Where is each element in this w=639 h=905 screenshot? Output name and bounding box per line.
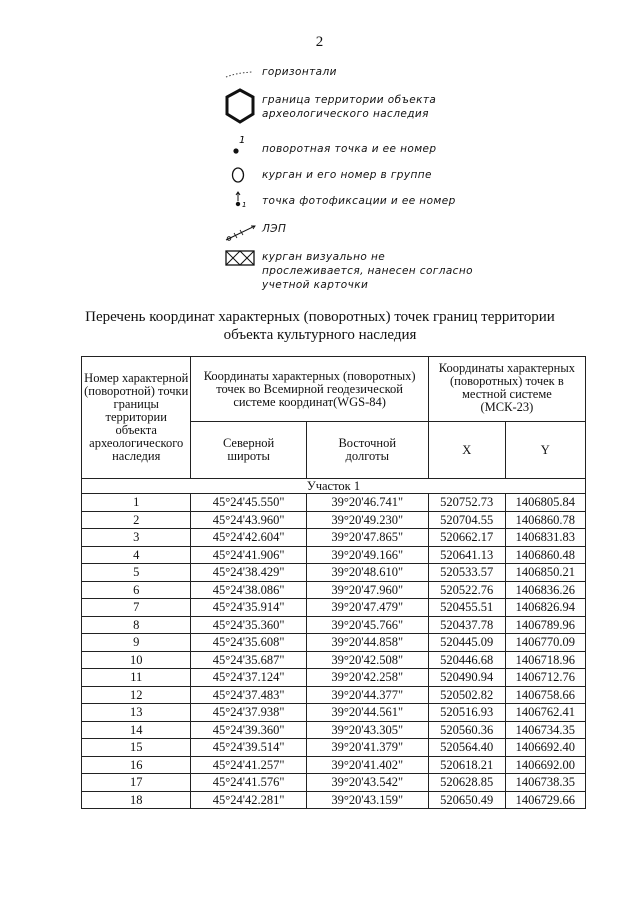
legend-text: ЛЭП: [262, 223, 287, 235]
cell-y: 1406831.83: [505, 529, 585, 547]
cell-longitude: 39°20'41.402": [306, 756, 428, 774]
cell-x: 520446.68: [428, 651, 505, 669]
cell-y: 1406734.35: [505, 721, 585, 739]
cell-latitude: 45°24'43.960": [191, 511, 306, 529]
cell-y: 1406836.26: [505, 581, 585, 599]
cell-x: 520650.49: [428, 791, 505, 809]
hexagon-boundary-icon: [222, 86, 258, 128]
cell-x: 520533.57: [428, 564, 505, 582]
cell-point-number: 7: [82, 599, 191, 617]
table-row: [82, 669, 586, 687]
cell-y: 1406770.09: [505, 634, 585, 652]
cell-longitude: 39°20'41.379": [306, 739, 428, 757]
header-point-number: Номер характерной (поворотной) точки границы территории объекта археологического наследия: [82, 357, 191, 479]
hatched-kurgan-icon: [222, 248, 258, 278]
cell-point-number: 17: [82, 774, 191, 792]
cell-x: 520437.78: [428, 616, 505, 634]
table-row: [82, 721, 586, 739]
cell-point-number: 18: [82, 791, 191, 809]
cell-latitude: 45°24'37.938": [191, 704, 306, 722]
table-row: [82, 599, 586, 617]
cell-latitude: 45°24'35.608": [191, 634, 306, 652]
cell-point-number: 14: [82, 721, 191, 739]
coordinates-table: [81, 356, 586, 809]
table-row: [82, 581, 586, 599]
cell-latitude: 45°24'45.550": [191, 494, 306, 512]
cell-latitude: 45°24'35.914": [191, 599, 306, 617]
cell-longitude: 39°20'43.542": [306, 774, 428, 792]
cell-y: 1406692.40: [505, 739, 585, 757]
table-row: [82, 634, 586, 652]
cell-point-number: 9: [82, 634, 191, 652]
header-msk23-group: Координаты характерных (поворотных) точек в местной системе (МСК-23): [428, 357, 585, 422]
table-row: [82, 791, 586, 809]
legend-item-hatched-kurgan: [222, 248, 522, 294]
cell-longitude: 39°20'43.305": [306, 721, 428, 739]
cell-latitude: 45°24'38.086": [191, 581, 306, 599]
cell-point-number: 3: [82, 529, 191, 547]
legend-item-photo-point: [222, 188, 522, 218]
cell-latitude: 45°24'39.514": [191, 739, 306, 757]
svg-text:1: 1: [242, 201, 247, 209]
cell-y: 1406762.41: [505, 704, 585, 722]
legend-item-boundary: [222, 86, 522, 128]
heading-line: Перечень координат характерных (поворотных) точек границ территории: [85, 309, 555, 325]
cell-x: 520564.40: [428, 739, 505, 757]
cell-x: 520516.93: [428, 704, 505, 722]
cell-point-number: 4: [82, 546, 191, 564]
header-wgs84-group: Координаты характерных (поворотных) точек во Всемирной геодезической системе координат(WGS-84): [191, 357, 428, 422]
legend-text: курган и его номер в группе: [262, 169, 432, 181]
cell-longitude: 39°20'42.508": [306, 651, 428, 669]
cell-x: 520628.85: [428, 774, 505, 792]
legend-item-turning-point: [222, 132, 522, 162]
cell-x: 520455.51: [428, 599, 505, 617]
cell-latitude: 45°24'38.429": [191, 564, 306, 582]
header-longitude: Восточной долготы: [306, 422, 428, 479]
cell-latitude: 45°24'42.604": [191, 529, 306, 547]
cell-point-number: 8: [82, 616, 191, 634]
cell-longitude: 39°20'49.166": [306, 546, 428, 564]
legend-text: точка фотофиксации и ее номер: [262, 195, 456, 207]
cell-longitude: 39°20'46.741": [306, 494, 428, 512]
cell-latitude: 45°24'37.124": [191, 669, 306, 687]
cell-x: 520502.82: [428, 686, 505, 704]
cell-latitude: 45°24'35.360": [191, 616, 306, 634]
cell-longitude: 39°20'47.865": [306, 529, 428, 547]
cell-y: 1406718.96: [505, 651, 585, 669]
table-row: [82, 756, 586, 774]
cell-x: 520522.76: [428, 581, 505, 599]
turning-point-icon: [222, 132, 258, 162]
cell-point-number: 5: [82, 564, 191, 582]
cell-y: 1406826.94: [505, 599, 585, 617]
table-row: [82, 564, 586, 582]
cell-longitude: 39°20'44.561": [306, 704, 428, 722]
cell-latitude: 45°24'41.906": [191, 546, 306, 564]
cell-x: 520752.73: [428, 494, 505, 512]
table-row: [82, 546, 586, 564]
cell-longitude: 39°20'42.258": [306, 669, 428, 687]
cell-longitude: 39°20'44.858": [306, 634, 428, 652]
table-heading: [60, 308, 580, 344]
cell-point-number: 16: [82, 756, 191, 774]
cell-y: 1406712.76: [505, 669, 585, 687]
cell-longitude: 39°20'44.377": [306, 686, 428, 704]
cell-x: 520560.36: [428, 721, 505, 739]
cell-point-number: 11: [82, 669, 191, 687]
cell-y: 1406738.35: [505, 774, 585, 792]
page-number: 2: [315, 34, 324, 50]
cell-latitude: 45°24'41.257": [191, 756, 306, 774]
cell-y: 1406729.66: [505, 791, 585, 809]
table-row: [82, 739, 586, 757]
cell-latitude: 45°24'42.281": [191, 791, 306, 809]
cell-y: 1406758.66: [505, 686, 585, 704]
photo-point-icon: [222, 188, 258, 218]
cell-point-number: 15: [82, 739, 191, 757]
legend-item-power-line: [222, 218, 522, 248]
cell-x: 520618.21: [428, 756, 505, 774]
cell-point-number: 1: [82, 494, 191, 512]
cell-longitude: 39°20'48.610": [306, 564, 428, 582]
legend-text: курган визуально не прослеживается, нанесен согласно учетной карточки: [262, 251, 473, 291]
legend-text: граница территории объекта археологического наследия: [262, 94, 437, 120]
cell-longitude: 39°20'47.960": [306, 581, 428, 599]
power-line-icon: [222, 218, 258, 248]
cell-latitude: 45°24'39.360": [191, 721, 306, 739]
cell-x: 520641.13: [428, 546, 505, 564]
legend-text: горизонтали: [262, 66, 337, 78]
section-row: Участок 1: [82, 479, 586, 494]
table-row: [82, 774, 586, 792]
cell-longitude: 39°20'45.766": [306, 616, 428, 634]
cell-latitude: 45°24'35.687": [191, 651, 306, 669]
cell-y: 1406692.00: [505, 756, 585, 774]
cell-latitude: 45°24'37.483": [191, 686, 306, 704]
header-x: X: [428, 422, 505, 479]
cell-y: 1406860.48: [505, 546, 585, 564]
cell-longitude: 39°20'43.159": [306, 791, 428, 809]
cell-longitude: 39°20'49.230": [306, 511, 428, 529]
cell-point-number: 13: [82, 704, 191, 722]
table-row: [82, 616, 586, 634]
table-row: [82, 651, 586, 669]
cell-y: 1406789.96: [505, 616, 585, 634]
cell-point-number: 6: [82, 581, 191, 599]
header-y: Y: [505, 422, 585, 479]
cell-x: 520490.94: [428, 669, 505, 687]
svg-text:1: 1: [239, 135, 246, 146]
cell-y: 1406860.78: [505, 511, 585, 529]
heading-line: объекта культурного наследия: [223, 327, 417, 343]
table-row: [82, 686, 586, 704]
legend-text: поворотная точка и ее номер: [262, 143, 437, 155]
cell-y: 1406805.84: [505, 494, 585, 512]
cell-y: 1406850.21: [505, 564, 585, 582]
cell-point-number: 10: [82, 651, 191, 669]
table-row: [82, 704, 586, 722]
table-row: [82, 511, 586, 529]
table-row: [82, 529, 586, 547]
cell-x: 520704.55: [428, 511, 505, 529]
cell-point-number: 12: [82, 686, 191, 704]
cell-x: 520662.17: [428, 529, 505, 547]
header-latitude: Северной широты: [191, 422, 306, 479]
cell-x: 520445.09: [428, 634, 505, 652]
cell-longitude: 39°20'47.479": [306, 599, 428, 617]
cell-latitude: 45°24'41.576": [191, 774, 306, 792]
cell-point-number: 2: [82, 511, 191, 529]
table-row: [82, 494, 586, 512]
